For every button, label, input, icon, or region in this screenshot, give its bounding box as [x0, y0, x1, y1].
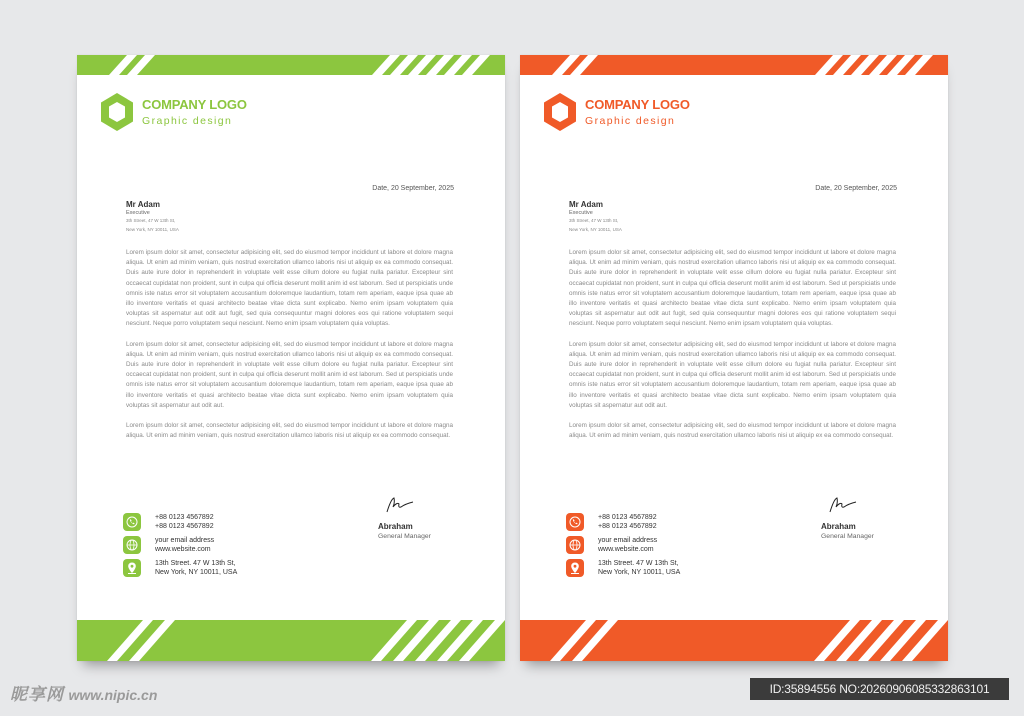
address-line-1: 13th Street. 47 W 13th St, — [598, 560, 679, 567]
logo-tagline: Graphic design — [585, 115, 676, 127]
letter-date: Date, 20 September, 2025 — [815, 185, 897, 192]
recipient-address-line1: 3th Street, 47 W 13th St, — [569, 218, 619, 223]
watermark-site-name: 昵享网 — [10, 685, 64, 704]
recipient-address-line2: New York, NY 10011, USA — [126, 226, 179, 232]
recipient-address-line2: New York, NY 10011, USA — [569, 226, 622, 232]
contact-address — [566, 558, 736, 581]
address-line-2: New York, NY 10011, USA — [598, 568, 681, 576]
company-logo — [99, 92, 299, 134]
company-logo — [542, 92, 742, 134]
email-text: your email address — [155, 537, 215, 544]
site-watermark — [10, 680, 157, 705]
email-text: your email address — [598, 537, 658, 544]
hexagon-icon — [542, 92, 578, 132]
contact-web — [123, 535, 293, 558]
logo-name: COMPANY LOGO — [585, 97, 690, 112]
signatory-title: General Manager — [378, 533, 431, 540]
phone-number-2: +88 0123 4567892 — [155, 522, 214, 530]
signatory-name: Abraham — [378, 522, 413, 531]
globe-icon — [566, 536, 584, 554]
recipient-role: Executive — [569, 210, 593, 216]
contact-phone — [123, 512, 293, 535]
letterhead-green — [77, 55, 505, 661]
body-paragraph: Lorem ipsum dolor sit amet, consectetur adipisicing elit, sed do eiusmod tempor incididunt ut labore et dolore magna aliqua. Ut enim ad minim veniam, quis nostrud exercitation ullamco laboris nisi ut aliquip ex ea commodo consequat. Duis aute irure dolor in reprehenderit in voluptate velit esse cillum dolore eu fugiat nulla pariatur. Excepteur sint occaecat cupidatat non proident, sunt in culpa qui officia deserunt mollit anim id est laborum. Sed ut perspiciatis unde omnis iste natus error sit voluptatem accusantium doloremque laudantium, totam rem aperiam, eaque ipsa quae ab illo inventore veritatis et quasi architecto beatae vitae dicta sunt explicabo. Nemo enim ipsam voluptatem quia voluptas sit aspernatur aut odit aut. — [569, 340, 896, 409]
recipient-role: Executive — [126, 210, 150, 216]
phone-number-1: +88 0123 4567892 — [598, 514, 657, 521]
contact-block — [566, 512, 736, 581]
contact-block — [123, 512, 293, 581]
handwritten-signature — [385, 495, 415, 515]
body-paragraph: Lorem ipsum dolor sit amet, consectetur adipisicing elit, sed do eiusmod tempor incididunt ut labore et dolore magna aliqua. Ut enim ad minim veniam, quis nostrud exercitation ullamco laboris nisi ut aliquip ex ea commodo consequat. Duis aute irure dolor in reprehenderit in voluptate velit esse cillum dolore eu fugiat nulla pariatur. Excepteur sint occaecat cupidatat non proident, sunt in culpa qui officia deserunt mollit anim id est laborum. Sed ut perspiciatis unde omnis iste natus error sit voluptatem accusantium doloremque laudantium, totam rem aperiam, eaque ipsa quae ab illo inventore veritatis et quasi architecto beatae vitae dicta sunt explicabo. Nemo enim ipsam voluptatem quia voluptas sit aspernatur aut odit aut fugit, sed quia consequuntur magni dolores eos qui ratione voluptatem sequi nesciunt. Neque porro voluptatem sequi nesciunt. Nemo enim ipsam voluptatem quia voluptas. — [126, 249, 453, 328]
recipient-block — [569, 200, 622, 233]
letter-date: Date, 20 September, 2025 — [372, 185, 454, 192]
logo-name: COMPANY LOGO — [142, 97, 247, 112]
recipient-block — [126, 200, 179, 233]
top-band — [520, 55, 948, 75]
handwritten-signature — [828, 495, 858, 515]
contact-web — [566, 535, 736, 558]
phone-number-2: +88 0123 4567892 — [598, 522, 657, 530]
body-paragraph: Lorem ipsum dolor sit amet, consectetur adipisicing elit, sed do eiusmod tempor incididunt ut labore et dolore magna aliqua. Ut enim ad minim veniam, quis nostrud exercitation ullamco laboris nisi ut aliquip ex ea commodo consequat. — [569, 422, 896, 440]
phone-icon — [566, 513, 584, 531]
phone-number-1: +88 0123 4567892 — [155, 514, 214, 521]
body-paragraph: Lorem ipsum dolor sit amet, consectetur adipisicing elit, sed do eiusmod tempor incididunt ut labore et dolore magna aliqua. Ut enim ad minim veniam, quis nostrud exercitation ullamco laboris nisi ut aliquip ex ea commodo consequat. — [126, 422, 453, 440]
recipient-address-line1: 3th Street, 47 W 13th St, — [126, 218, 176, 223]
letter-body — [126, 248, 453, 451]
address-line-1: 13th Street. 47 W 13th St, — [155, 560, 236, 567]
website-text: www.website.com — [598, 545, 654, 553]
location-pin-icon — [566, 559, 584, 577]
top-band — [77, 55, 505, 75]
bottom-band — [77, 620, 505, 661]
signatory-title: General Manager — [821, 533, 874, 540]
body-paragraph: Lorem ipsum dolor sit amet, consectetur adipisicing elit, sed do eiusmod tempor incididunt ut labore et dolore magna aliqua. Ut enim ad minim veniam, quis nostrud exercitation ullamco laboris nisi ut aliquip ex ea commodo consequat. Duis aute irure dolor in reprehenderit in voluptate velit esse cillum dolore eu fugiat nulla pariatur. Excepteur sint occaecat cupidatat non proident, sunt in culpa qui officia deserunt mollit anim id est laborum. Sed ut perspiciatis unde omnis iste natus error sit voluptatem accusantium doloremque laudantium, totam rem aperiam, eaque ipsa quae ab illo inventore veritatis et quasi architecto beatae vitae dicta sunt explicabo. Nemo enim ipsam voluptatem quia voluptas sit aspernatur aut odit aut fugit, sed quia consequuntur magni dolores eos qui ratione voluptatem sequi nesciunt. Neque porro voluptatem sequi nesciunt. Nemo enim ipsam voluptatem quia voluptas. — [569, 249, 896, 328]
phone-icon — [123, 513, 141, 531]
address-line-2: New York, NY 10011, USA — [155, 568, 238, 576]
contact-phone — [566, 512, 736, 535]
contact-address — [123, 558, 293, 581]
location-pin-icon — [123, 559, 141, 577]
watermark-site-url: www.nipic.cn — [68, 687, 158, 703]
image-id-badge: ID:35894556 NO:20260906085332863101 — [750, 678, 1009, 700]
body-paragraph: Lorem ipsum dolor sit amet, consectetur adipisicing elit, sed do eiusmod tempor incididunt ut labore et dolore magna aliqua. Ut enim ad minim veniam, quis nostrud exercitation ullamco laboris nisi ut aliquip ex ea commodo consequat. Duis aute irure dolor in reprehenderit in voluptate velit esse cillum dolore eu fugiat nulla pariatur. Excepteur sint occaecat cupidatat non proident, sunt in culpa qui officia deserunt mollit anim id est laborum. Sed ut perspiciatis unde omnis iste natus error sit voluptatem accusantium doloremque laudantium, totam rem aperiam, eaque ipsa quae ab illo inventore veritatis et quasi architecto beatae vitae dicta sunt explicabo. Nemo enim ipsam voluptatem quia voluptas sit aspernatur aut odit aut. — [126, 340, 453, 409]
signatory-name: Abraham — [821, 522, 856, 531]
recipient-name: Mr Adam — [569, 200, 603, 209]
letter-body — [569, 248, 896, 451]
hexagon-icon — [99, 92, 135, 132]
letterhead-orange — [520, 55, 948, 661]
recipient-name: Mr Adam — [126, 200, 160, 209]
bottom-band — [520, 620, 948, 661]
website-text: www.website.com — [155, 545, 211, 553]
logo-tagline: Graphic design — [142, 115, 233, 127]
globe-icon — [123, 536, 141, 554]
